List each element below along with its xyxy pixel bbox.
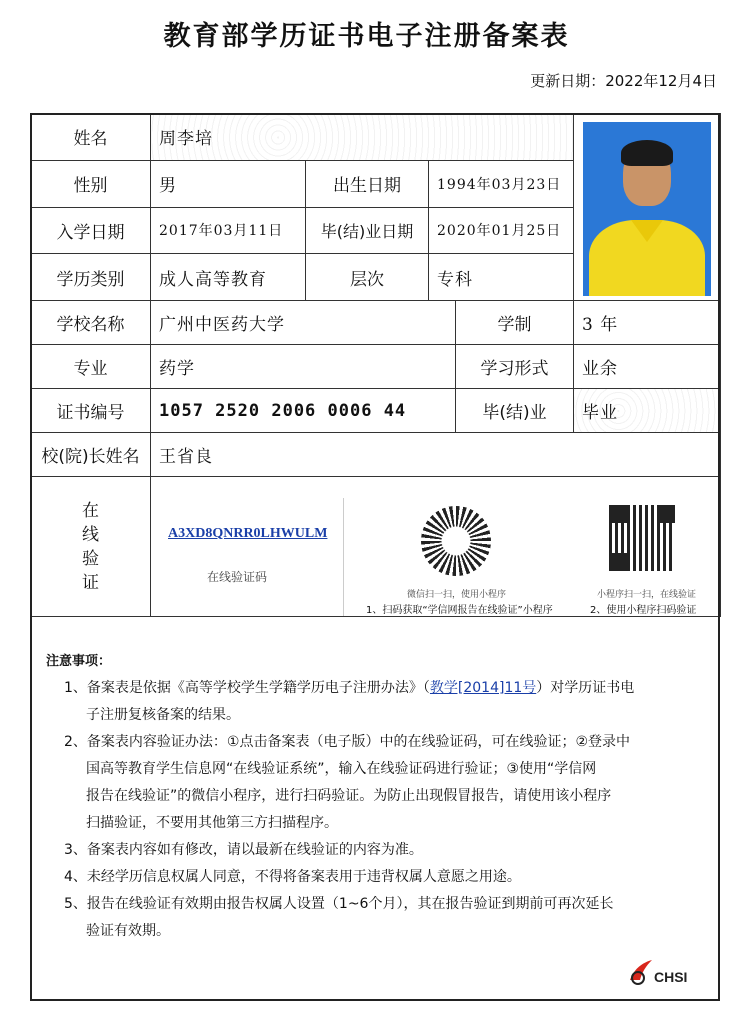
graduate-label: 毕(结)业日期 [306,207,429,254]
name-value: 周李培 [151,114,574,161]
duration-value: 3 年 [574,301,721,345]
school-label: 学校名称 [31,301,151,345]
duration-label: 学制 [456,301,574,345]
note-3: 3、备案表内容如有修改，请以最新在线验证的内容为准。 [64,842,423,858]
president-label: 校(院)长姓名 [31,433,151,477]
grad-status-value: 毕业 [574,389,721,433]
regulation-link[interactable]: 教学[2014]11号 [429,680,537,696]
notes-heading: 注意事项： [46,654,112,669]
level-label: 层次 [306,254,429,301]
note-2: 2、备案表内容验证办法：①点击备案表（电子版）中的在线验证码，可在线验证；②登录中 [64,734,631,750]
note-1: 1、备案表是依据《高等学校学生学籍学历电子注册办法》（教学[2014]11号）对学历证书电 [64,680,635,696]
edu-type-value: 成人高等教育 [151,254,306,301]
study-form-label: 学习形式 [456,345,574,389]
mini-caption: 2、使用小程序扫码验证 [590,605,697,616]
chsi-logo-icon [626,958,696,988]
cert-no-value: 1057 2520 2006 0006 44 [151,389,456,433]
edu-type-label: 学历类别 [31,254,151,301]
gender-value: 男 [151,160,306,207]
svg-text:CHSI: CHSI [654,969,688,985]
note-4: 4、未经学历信息权属人同意，不得将备案表用于违背权属人意愿之用途。 [64,869,521,885]
level-value: 专科 [429,254,574,301]
verify-code-link[interactable]: A3XD8QNRR0LHWULM [168,526,328,541]
birth-label: 出生日期 [306,160,429,207]
mini-scan-hint: 小程序扫一扫，在线验证 [597,590,697,600]
name-label: 姓名 [31,114,151,161]
enroll-label: 入学日期 [31,207,151,254]
president-value: 王省良 [151,433,721,477]
school-value: 广州中医药大学 [151,301,456,345]
page-title: 教育部学历证书电子注册备案表 [163,21,570,52]
grad-status-label: 毕(结)业 [456,389,574,433]
enroll-value: 2017年03月11日 [151,207,306,254]
birth-value: 1994年03月23日 [429,160,574,207]
notes-section: 注意事项： 1、备案表是依据《高等学校学生学籍学历电子注册办法》（教学[2014]11号）对学历证书电 子注册复核备案的结果。 2、备案表内容验证办法：①点击备案表（电子版）中的在线验证码，可在线验证；②登录中 国高等教育学生信息网“在线验证系统”，输入在线验证码进行验证；③使用“学信网 报告在线验证”的微信小程序，进行扫码验证。为防止出现假冒报告，请使用该小程序 扫描验证，不要用其他第三方扫描程序。 3、备案表内容如有修改，请以最新在线验证的内容为准。 4、未经学历信息权属人同意，不得将备案表用于违背权属人意愿之用途。 5、报告在线验证有效期由报告权属人设置（1~6个月），其在报告验证到期前可再次延长 验证有效期。 [34,648,714,945]
major-value: 药学 [151,345,456,389]
gender-label: 性别 [31,160,151,207]
cert-no-label: 证书编号 [31,389,151,433]
study-form-value: 业余 [574,345,721,389]
graduate-value: 2020年01月25日 [429,207,574,254]
wechat-scan-hint: 微信扫一扫，使用小程序 [407,590,507,600]
wechat-caption: 1、扫码获取“学信网报告在线验证”小程序 [366,605,553,616]
update-date: 更新日期：2022年12月4日 [530,72,717,90]
major-label: 专业 [31,345,151,389]
note-5: 5、报告在线验证有效期由报告权属人设置（1~6个月），其在报告验证到期前可再次延长 [64,896,614,912]
online-verify-label: 在 线 验 证 [31,477,151,617]
verify-code-caption: 在线验证码 [207,570,268,584]
